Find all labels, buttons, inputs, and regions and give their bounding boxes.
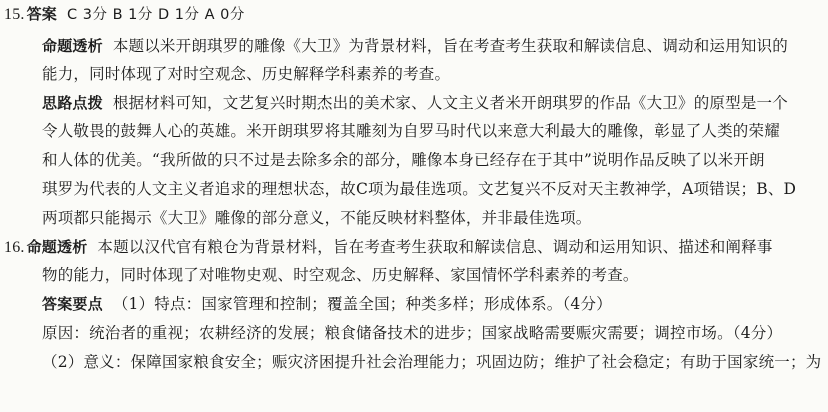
q15-analysis-line-4	[42, 178, 796, 200]
q16-key-text-3: （2）意义：保障国家粮食安全；赈灾济困提升社会治理能力；巩固边防；维护了社会稳定；有助于国家统一；为	[42, 353, 822, 371]
q15-analysis-text-2: 令人敬畏的鼓舞人心的英雄。米开朗琪罗将其雕刻为自罗马时代以来意大利最大的雕像，彰显了人类的荣耀	[42, 122, 780, 140]
q15-answer-label: 答案	[26, 5, 58, 23]
q16-intent-text-2: 物的能力，同时体现了对唯物史观、时空观念、历史解释、家国情怀学科素养的考查。	[42, 266, 639, 284]
q16-key-text-2: 原因：统治者的重视；农耕经济的发展；粮食储备技术的进步；国家战略需要赈灾需要；调控市场。（4分）	[42, 324, 783, 342]
q15-analysis-text-3: 和人体的优美。“我所做的只不过是去除多余的部分，雕像本身已经存在于其中”说明作品反映了以米开朗	[42, 151, 765, 169]
q15-analysis-label: 思路点拨	[42, 94, 103, 112]
q15-answer-line	[4, 3, 245, 26]
q16-key-label: 答案要点	[42, 295, 103, 313]
q15-analysis-text-4: 琪罗为代表的人文主义者追求的理想状态，故C项为最佳选项。文艺复兴不反对天主教神学，A项错误；B、D	[42, 180, 797, 198]
q15-analysis-line-5	[42, 207, 592, 229]
q16-intent-label: 命题透析	[26, 238, 88, 256]
q15-intent-text-1: 本题以米开朗琪罗的雕像《大卫》为背景材料，旨在考查考生获取和解读信息、调动和运用知识的	[112, 37, 788, 55]
q15-analysis-text-1: 根据材料可知，文艺复兴时期杰出的美术家、人文主义者米开朗琪罗的作品《大卫》的原型是一个	[112, 94, 788, 112]
q16-intent-line-1	[4, 236, 773, 259]
q16-intent-text-1: 本题以汉代官有粮仓为背景材料，旨在考查考生获取和解读信息、调动和运用知识、描述和阐释事	[97, 238, 773, 256]
q16-number: 16.	[4, 239, 25, 256]
q15-analysis-line-3	[42, 149, 765, 171]
q15-intent-line-2	[42, 63, 450, 85]
q15-analysis-line-2	[42, 120, 780, 142]
q15-answer-text: C 3分 B 1分 D 1分 A 0分	[67, 7, 245, 23]
q16-key-text-1: （1）特点：国家管理和控制；覆盖全国；种类多样；形成体系。（4分）	[112, 295, 612, 313]
q15-analysis-line-1	[42, 92, 788, 114]
q15-analysis-text-5: 两项都只能揭示《大卫》雕像的部分意义，不能反映材料整体，并非最佳选项。	[42, 209, 592, 227]
q16-key-line-3	[42, 351, 821, 373]
q15-intent-line-1	[42, 35, 788, 57]
q15-intent-text-2: 能力，同时体现了对时空观念、历史解释学科素养的考查。	[42, 65, 451, 83]
q16-key-line-1	[42, 293, 612, 315]
q16-intent-line-2	[42, 264, 639, 286]
q16-key-line-2	[42, 322, 782, 344]
q15-intent-label: 命题透析	[42, 37, 103, 55]
q15-number: 15.	[4, 6, 25, 23]
